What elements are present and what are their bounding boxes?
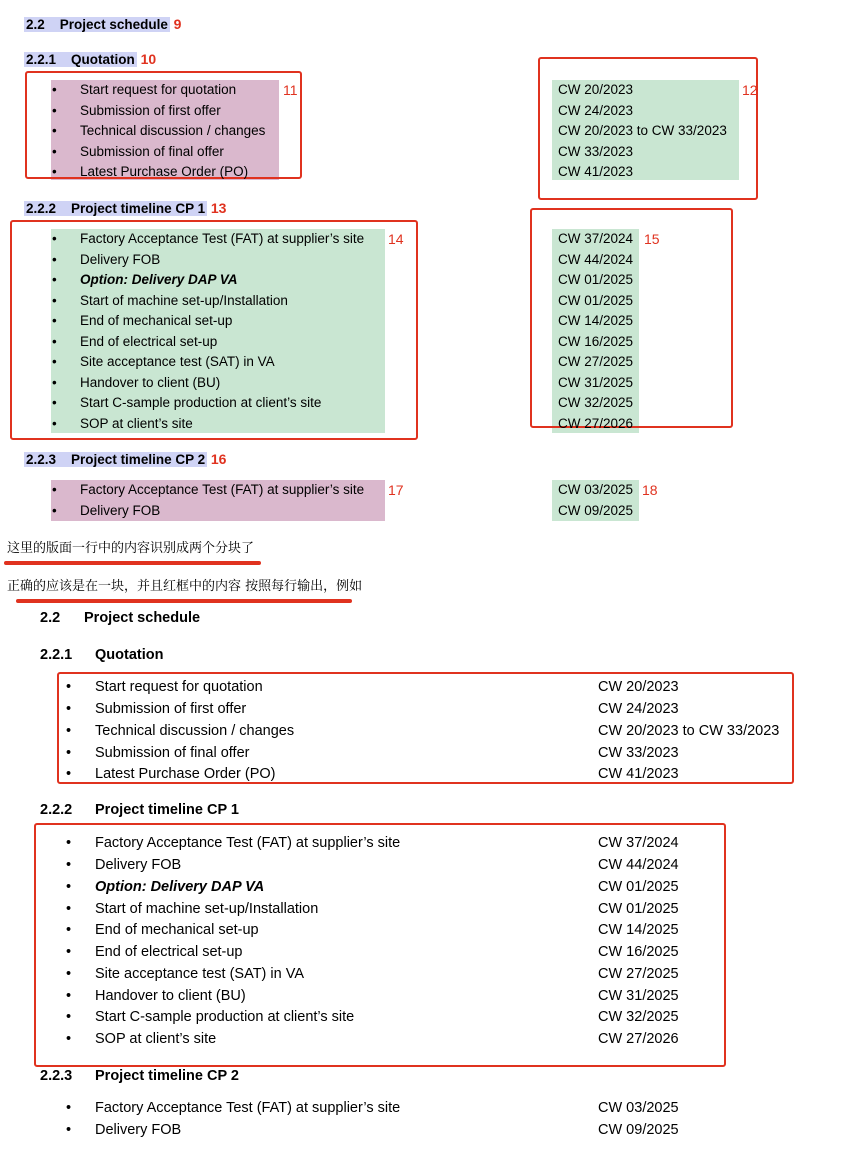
section-title: Project timeline CP 2 xyxy=(95,1068,239,1084)
item-label: Factory Acceptance Test (FAT) at supplier’s site xyxy=(95,1100,401,1116)
item-label: End of mechanical set-up xyxy=(80,313,233,328)
list-item xyxy=(52,162,249,182)
item-label: End of mechanical set-up xyxy=(95,922,259,938)
item-label: Delivery FOB xyxy=(80,502,161,518)
bullet: • xyxy=(66,922,72,938)
section-2-2-1-heading xyxy=(24,51,156,68)
item-value: CW 14/2025 xyxy=(598,922,679,938)
bullet: • xyxy=(66,944,72,960)
bullet: • xyxy=(66,879,72,895)
list-item xyxy=(66,1121,679,1139)
item-value: CW 27/2026 xyxy=(598,1031,679,1047)
section-number: 2.2 xyxy=(40,610,61,626)
item-value: CW 01/2025 xyxy=(598,879,679,895)
block-marker: 10 xyxy=(140,51,157,67)
section-2-2-1-heading xyxy=(40,646,164,664)
block-marker: 12 xyxy=(742,82,758,98)
item-label: Technical discussion / changes xyxy=(80,123,266,138)
list-item xyxy=(66,965,679,983)
list-item xyxy=(52,332,218,352)
note-line-1: 这里的版面一行中的内容识别成两个分块了 xyxy=(7,541,255,556)
list-item xyxy=(52,142,224,162)
item-label: Handover to client (BU) xyxy=(95,988,246,1004)
item-value: CW 20/2023 xyxy=(558,82,634,97)
item-label: Factory Acceptance Test (FAT) at supplier’s site xyxy=(80,482,365,497)
block-marker: 17 xyxy=(388,482,404,498)
item-label: Latest Purchase Order (PO) xyxy=(80,164,249,179)
block-marker: 14 xyxy=(388,231,404,247)
item-label: Delivery FOB xyxy=(80,251,161,267)
list-item xyxy=(52,414,193,434)
section-2-2-heading xyxy=(40,609,201,627)
item-value: CW 09/2025 xyxy=(558,502,634,518)
bullet: • xyxy=(52,502,57,518)
section-2-2-2-heading xyxy=(24,200,226,217)
item-label: Technical discussion / changes xyxy=(95,723,295,739)
item-value: CW 31/2025 xyxy=(598,988,679,1004)
list-item xyxy=(52,480,365,500)
note-underline-2 xyxy=(16,599,352,603)
list-item xyxy=(66,678,679,696)
item-label: Submission of first offer xyxy=(95,701,247,717)
list-item xyxy=(52,270,238,290)
list-item xyxy=(66,943,679,961)
section-number: 2.2.1 xyxy=(26,52,57,67)
bullet: • xyxy=(66,835,72,851)
item-value: CW 01/2025 xyxy=(558,292,634,308)
item-label: Submission of final offer xyxy=(80,143,224,159)
bullet: • xyxy=(66,679,72,695)
block-marker: 9 xyxy=(173,16,182,32)
item-label: Delivery FOB xyxy=(95,1122,182,1138)
list-item xyxy=(66,878,679,896)
bullet: • xyxy=(66,723,72,739)
bullet: • xyxy=(52,143,57,159)
list-item xyxy=(52,311,233,331)
list-item xyxy=(66,987,679,1005)
item-value: CW 27/2026 xyxy=(558,415,634,431)
list-item xyxy=(66,1030,679,1048)
item-label: Option: Delivery DAP VA xyxy=(95,879,265,895)
list-item xyxy=(52,229,365,249)
bullet: • xyxy=(52,292,57,308)
bullet: • xyxy=(66,1122,72,1138)
item-label: Site acceptance test (SAT) in VA xyxy=(80,354,275,369)
item-value: CW 03/2025 xyxy=(558,482,634,497)
bullet: • xyxy=(66,1031,72,1047)
bullet: • xyxy=(52,102,57,118)
bullet: • xyxy=(52,333,57,349)
item-value: CW 20/2023 to CW 33/2023 xyxy=(558,123,727,138)
section-title: Quotation xyxy=(71,52,135,67)
item-label: Start request for quotation xyxy=(95,679,263,695)
list-item xyxy=(66,1008,679,1026)
item-label: Submission of first offer xyxy=(80,102,221,118)
bullet: • xyxy=(66,1100,72,1116)
item-value: CW 14/2025 xyxy=(558,313,634,328)
section-title: Project schedule xyxy=(59,17,168,32)
bullet: • xyxy=(52,395,57,410)
item-value: CW 32/2025 xyxy=(558,395,634,410)
bullet: • xyxy=(52,123,57,138)
bullet: • xyxy=(66,766,72,782)
list-item xyxy=(52,291,288,311)
item-label: Start request for quotation xyxy=(80,82,237,97)
item-value: CW 20/2023 xyxy=(598,679,679,695)
item-label: Latest Purchase Order (PO) xyxy=(95,766,276,782)
item-value: CW 32/2025 xyxy=(598,1009,679,1025)
item-value: CW 37/2024 xyxy=(558,231,634,246)
item-label: SOP at client’s site xyxy=(80,415,193,431)
item-value: CW 31/2025 xyxy=(558,374,634,390)
list-item xyxy=(66,834,679,852)
section-number: 2.2.3 xyxy=(26,452,57,467)
bullet: • xyxy=(52,164,57,179)
list-item xyxy=(52,501,161,521)
bullet: • xyxy=(52,354,57,369)
item-value: CW 24/2023 xyxy=(558,102,634,118)
section-number: 2.2.3 xyxy=(40,1068,73,1084)
item-label: Factory Acceptance Test (FAT) at supplier’s site xyxy=(80,231,365,246)
bullet: • xyxy=(52,313,57,328)
list-item xyxy=(52,393,322,413)
item-value: CW 01/2025 xyxy=(598,901,679,917)
item-value: CW 16/2025 xyxy=(558,333,634,349)
item-label: Submission of final offer xyxy=(95,745,250,761)
item-value: CW 33/2023 xyxy=(598,745,679,761)
block-marker: 11 xyxy=(283,82,298,98)
bullet: • xyxy=(66,988,72,1004)
list-item xyxy=(52,80,237,100)
item-value: CW 09/2025 xyxy=(598,1122,679,1138)
bullet: • xyxy=(52,231,57,246)
item-value: CW 27/2025 xyxy=(598,966,679,982)
item-label: Start C-sample production at client’s site xyxy=(80,395,322,410)
item-value: CW 37/2024 xyxy=(598,835,679,851)
list-item xyxy=(66,765,679,783)
block-marker: 15 xyxy=(644,231,660,247)
bullet: • xyxy=(66,701,72,717)
section-2-2-2-heading xyxy=(40,801,239,819)
item-label: End of electrical set-up xyxy=(95,944,243,960)
bullet: • xyxy=(52,374,57,390)
item-label: Delivery FOB xyxy=(95,857,182,873)
list-item xyxy=(66,744,679,762)
item-value: CW 27/2025 xyxy=(558,354,634,369)
bullet: • xyxy=(66,966,72,982)
list-item xyxy=(66,700,679,718)
list-item xyxy=(66,722,780,740)
section-title: Project timeline CP 2 xyxy=(71,452,206,467)
item-value: CW 44/2024 xyxy=(598,857,679,873)
list-item xyxy=(52,373,221,393)
note-underline-1 xyxy=(4,561,261,565)
section-title: Project timeline CP 1 xyxy=(71,201,206,216)
list-item xyxy=(52,250,161,270)
bullet: • xyxy=(66,857,72,873)
bullet: • xyxy=(52,482,57,497)
bullet: • xyxy=(66,745,72,761)
item-label: SOP at client’s site xyxy=(95,1031,217,1047)
list-item xyxy=(52,352,275,372)
item-label: Site acceptance test (SAT) in VA xyxy=(95,966,304,982)
note-line-2: 正确的应该是在一块，并且红框中的内容 按照每行输出，例如 xyxy=(7,579,363,594)
section-title: Project timeline CP 1 xyxy=(95,802,239,818)
item-value: CW 24/2023 xyxy=(598,701,679,717)
block-marker: 13 xyxy=(210,200,227,216)
list-item xyxy=(66,856,679,874)
section-title: Quotation xyxy=(95,647,164,663)
bullet: • xyxy=(52,82,57,97)
item-value: CW 16/2025 xyxy=(598,944,679,960)
item-label: Handover to client (BU) xyxy=(80,374,221,390)
list-item xyxy=(66,900,679,918)
block-marker: 16 xyxy=(210,451,227,467)
item-label: Option: Delivery DAP VA xyxy=(80,272,238,287)
list-item xyxy=(52,121,266,141)
item-label: Start C-sample production at client’s site xyxy=(95,1009,355,1025)
item-label: Factory Acceptance Test (FAT) at supplier’s site xyxy=(95,835,401,851)
item-value: CW 01/2025 xyxy=(558,272,634,287)
section-title: Project schedule xyxy=(84,610,201,626)
item-value: CW 41/2023 xyxy=(558,164,634,179)
item-value: CW 44/2024 xyxy=(558,251,634,267)
section-number: 2.2.2 xyxy=(26,201,57,216)
item-label: End of electrical set-up xyxy=(80,333,218,349)
bullet: • xyxy=(66,1009,72,1025)
section-2-2-3-heading xyxy=(40,1067,239,1085)
section-2-2-heading xyxy=(24,16,181,33)
bullet: • xyxy=(66,901,72,917)
item-value: CW 20/2023 to CW 33/2023 xyxy=(598,723,780,739)
item-value: CW 41/2023 xyxy=(598,766,679,782)
list-item xyxy=(66,921,679,939)
item-label: Start of machine set-up/Installation xyxy=(95,901,319,917)
item-value: CW 03/2025 xyxy=(598,1100,679,1116)
bullet: • xyxy=(52,415,57,431)
bullet: • xyxy=(52,251,57,267)
block-marker: 18 xyxy=(642,482,658,498)
item-label: Start of machine set-up/Installation xyxy=(80,292,288,308)
section-2-2-3-heading xyxy=(24,451,226,468)
section-number: 2.2 xyxy=(26,17,45,32)
bullet: • xyxy=(52,272,57,287)
list-item xyxy=(66,1099,679,1117)
item-value: CW 33/2023 xyxy=(558,143,634,159)
section-number: 2.2.2 xyxy=(40,802,73,818)
section-number: 2.2.1 xyxy=(40,647,73,663)
list-item xyxy=(52,101,221,121)
